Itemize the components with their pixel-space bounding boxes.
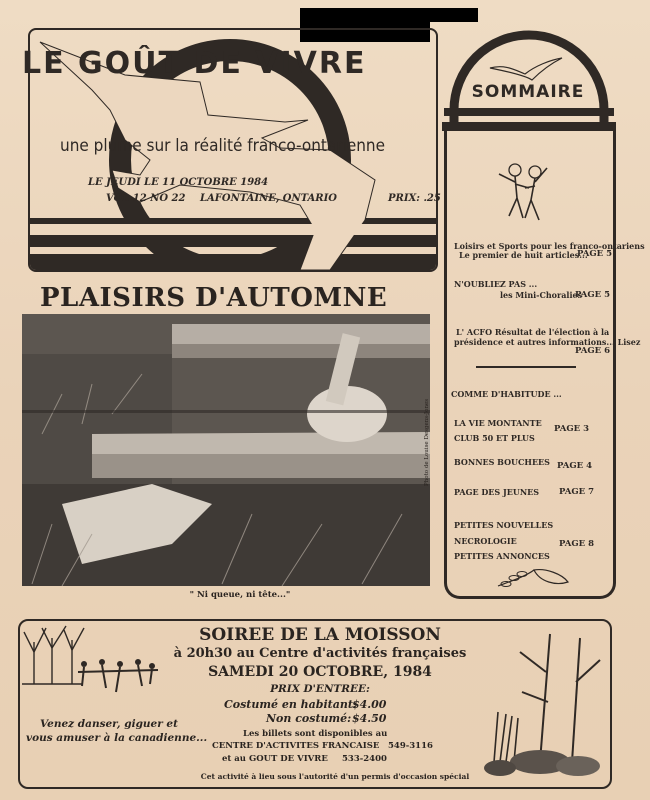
- masthead-tagline: une plume sur la réalité franco-ontarienne: [60, 136, 386, 156]
- ad-invite-line2: vous amuser à la canadienne...: [26, 732, 208, 744]
- toc-page: PAGE 4: [557, 461, 592, 471]
- toc-section[interactable]: PAGE DES JEUNES: [454, 487, 539, 497]
- ad-price2-value: $4.50: [352, 712, 387, 725]
- ad-price-heading: PRIX D'ENTREE:: [270, 683, 370, 695]
- toc-item-acfo-sub: présidence et autres informations... Lisez: [454, 337, 641, 347]
- toc-page: PAGE 3: [554, 424, 589, 434]
- ad-footer: Cet activité à lieu sous l'autorité d'un permis d'occasion spécial: [200, 772, 470, 781]
- ad-title: SOIREE DE LA MOISSON: [199, 625, 441, 645]
- dancers-illustration: [495, 158, 557, 228]
- ad-invitation: [26, 717, 208, 745]
- toc-item-noubliez-sub: les Mini-Choralies: [500, 290, 583, 300]
- toc-item-loisirs-sub: Le premier de huit articles...: [459, 250, 588, 260]
- ad-date: SAMEDI 20 OCTOBRE, 1984: [208, 664, 432, 680]
- toc-section[interactable]: PETITES NOUVELLES: [454, 520, 554, 530]
- ad-phone1: 549-3116: [388, 741, 433, 751]
- photo-caption: " Ni queue, ni tête...": [189, 590, 291, 600]
- toc-section[interactable]: PETITES ANNONCES: [454, 551, 550, 561]
- ad-venue2: et au GOUT DE VIVRE: [222, 754, 328, 764]
- toc-item-noubliez[interactable]: N'OUBLIEZ PAS ...: [454, 279, 538, 289]
- photo-steps-cat: [22, 314, 430, 586]
- issue-date: LE JEUDI LE 11 OCTOBRE 1984: [88, 177, 269, 188]
- issue-price: PRIX: .25: [388, 193, 441, 204]
- ad-time-venue: à 20h30 au Centre d'activités françaises: [173, 646, 467, 661]
- article-photo: [22, 314, 430, 586]
- ad-price1-label: Costumé en habitant:: [224, 698, 357, 711]
- toc-section[interactable]: BONNES BOUCHEES: [454, 457, 550, 467]
- article-headline: PLAISIRS D'AUTOMNE: [40, 283, 388, 313]
- masthead-title: LE GOÛT DE VIVRE: [22, 46, 367, 81]
- photo-credit: Photo de Louise Desgens-Jones: [424, 398, 430, 486]
- toc-divider: [476, 366, 576, 368]
- issue-volume: VOL 12 NO 22: [106, 193, 186, 204]
- toc-habitude: COMME D'HABITUDE ...: [451, 389, 562, 399]
- issue-location: LAFONTAINE, ONTARIO: [200, 193, 338, 204]
- leaf-ornament-icon: [494, 564, 574, 594]
- toc-page: PAGE 5: [577, 249, 612, 259]
- toc-section[interactable]: LA VIE MONTANTE: [454, 418, 542, 428]
- toc-item-acfo[interactable]: L' ACFO Résultat de l'élection à la: [456, 327, 610, 337]
- toc-page: PAGE 7: [559, 487, 594, 497]
- sommaire-title: SOMMAIRE: [471, 82, 585, 102]
- ad-tickets-text: Les billets sont disponibles au: [243, 729, 388, 739]
- ad-venue1: CENTRE D'ACTIVITES FRANCAISE: [212, 741, 380, 751]
- dancers-trees-illustration: [22, 622, 162, 702]
- seagull-icon: [490, 58, 562, 80]
- toc-section[interactable]: NECROLOGIE: [454, 536, 517, 546]
- harvest-illustration: [480, 622, 606, 782]
- ad-price1-value: $4.00: [352, 698, 387, 711]
- toc-item-loisirs[interactable]: Loisirs et Sports pour les franco-ontariens: [454, 241, 645, 251]
- toc-page: PAGE 6: [575, 346, 610, 356]
- ad-phone2: 533-2400: [342, 754, 387, 764]
- toc-page: PAGE 5: [575, 290, 610, 300]
- toc-page: PAGE 8: [559, 539, 594, 549]
- ad-invite-line1: Venez danser, giguer et: [40, 718, 178, 730]
- toc-section[interactable]: CLUB 50 ET PLUS: [454, 433, 535, 443]
- ad-price2-label: Non costumé:: [266, 712, 352, 725]
